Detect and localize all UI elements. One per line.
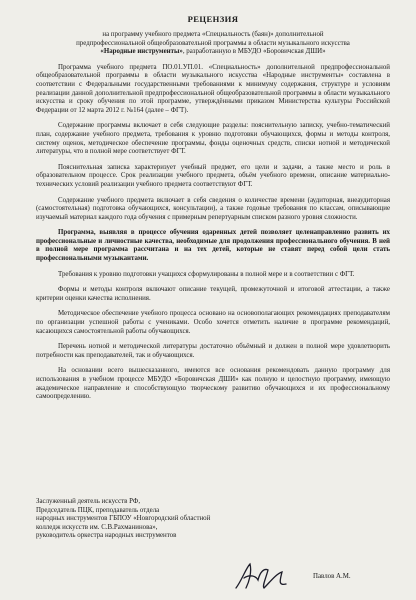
heading-line-3-rest: , разработанную в МБУДО «Боровичская ДШИ» <box>182 48 326 56</box>
paragraph-7: Формы и методы контроля включают описание текущей, промежуточной и итоговой аттестации, а также критерии оценки качества исполнения. <box>36 286 390 302</box>
heading-line-1: на программу учебного предмета «Специальность (баян)» дополнительной <box>102 31 324 38</box>
paragraph-2: Содержание программы включает в себя следующие разделы: пояснительную записку, учебно-тематический план, содержание учебного предмета, требования к уровню подготовки обучающихся, формы и методы контроля, систему оценок, методическое обеспечение программы, фонды оценочных средств, списки нотной и методической литературы, что в полной мере соответствует ФГТ. <box>36 122 390 156</box>
program-name: «Народные инструменты» <box>100 48 183 56</box>
paragraph-bold: Программа, выявляя в процессе обучения одаренных детей позволяет целенаправленно развить их профессиональные и личностные качества, необходимые для продолжения профессионального обучения. В ней в полной мере программа рассчитана и на тех детей, которые не ставят перед собой цели стать профессиональными музыкантами. <box>36 229 390 263</box>
heading-line-3 <box>36 48 390 57</box>
paragraph-6: Требования к уровню подготовки учащихся сформулированы в полной мере и в соответствии с ФГТ. <box>58 270 355 278</box>
heading-line-2: предпрофессиональной общеобразовательной программы в области музыкального искусства <box>76 39 350 47</box>
signatory-line-1: Заслуженный деятель искусств РФ, <box>36 498 141 505</box>
paragraph-3: Пояснительная записка характеризует учебный предмет, его цели и задачи, а также место и роль в образовательном процессе. Срок реализации учебного предмета, объём учебного времени, описание материально-технических условий реализации учебного предмета соответствуют ФГТ. <box>36 163 390 188</box>
signatory-name: Павлов А.М. <box>313 573 351 580</box>
signatory-line-4: колледж искусств им. С.В.Рахманинова», <box>36 523 158 531</box>
paragraph-4: Содержание учебного предмета включает в себя сведения о количестве времени (аудиторная, внеаудиторная (самостоятельная) подготовка обучающихся, консультации), а также годовые требования по классам, описывающие изучаемый материал каждого года обучения с примерным репертуарным списком разного уровня сложности. <box>36 196 390 221</box>
paragraph-8: Методическое обеспечение учебного процесса основано на основополагающих рекомендациях преподавателям по организации успешной работы с учениками. Особо хочется отметить наличие в программе рекомендаций, касающихся самостоятельной работы обучающихся. <box>36 310 390 335</box>
signatory-line-3: народных инструментов ГБПОУ «Новгородский областной <box>36 515 211 523</box>
signatory-line-5: руководитель оркестра народных инструментов <box>36 532 177 540</box>
document-title: РЕЦЕНЗИЯ <box>187 14 239 24</box>
signatory-line-2: Председатель ПЦК, преподаватель отдела <box>36 506 160 514</box>
handwritten-signature <box>232 560 290 594</box>
paragraph-10: На основании всего вышесказанного, имеются все основания рекомендовать данную программу для использования в учебном процессе МБУДО «Боровичская ДШИ» как полную и целостную программу, имеющую академическое направление и способствующую творческому развитию обучающихся и их профессиональному самоопределению. <box>36 367 390 401</box>
paragraph-1: Программа учебного предмета ПО.01.УП.01. «Специальность» дополнительной предпрофессиональной общеобразовательной программы в области музыкального искусства «Народные инструменты» составлена в соответствии с Федеральными государственными требованиями к минимуму содержания, структуре и условиям реализации данной дополнительной предпрофессиональной общеобразовательной программы в области музыкального искусства и сроку обучения по этой программе, утверждёнными приказом Министерства культуры Российской Федерации от 12 марта 2012 г. №164 (далее – ФГТ). <box>36 63 390 114</box>
signatory-block <box>36 498 210 541</box>
paragraph-9: Перечень нотной и методической литературы достаточно объёмный и должен в полной мере удовлетворить потребности как преподавателей, так и обучающихся. <box>36 343 390 359</box>
